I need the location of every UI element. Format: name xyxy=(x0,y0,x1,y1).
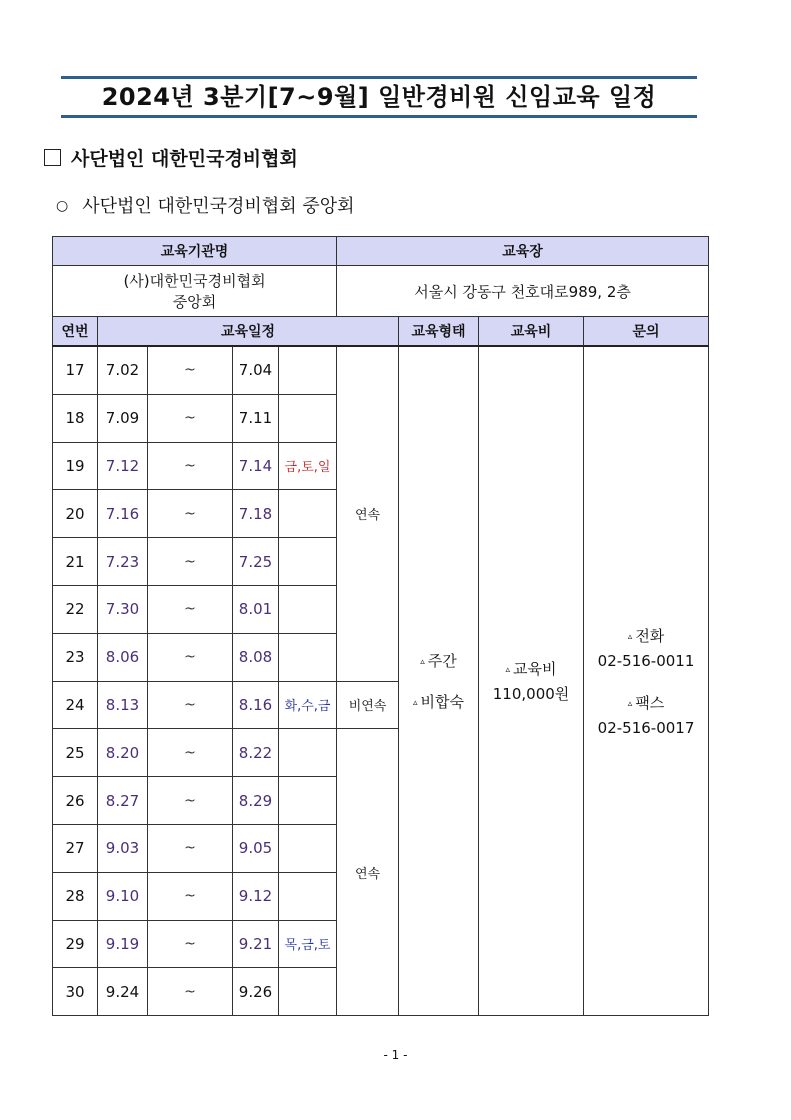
row-end-date: 7.11 xyxy=(233,394,279,442)
row-separator: ~ xyxy=(148,442,233,490)
triangle-bullet-icon: ▵ xyxy=(420,657,425,668)
circle-bullet-icon: ○ xyxy=(56,198,69,214)
training-type-daytime: 주간 xyxy=(427,652,457,671)
row-days: 화,수,금 xyxy=(279,681,337,729)
row-days xyxy=(279,968,337,1016)
contact-phone-label-line xyxy=(584,625,708,646)
row-days xyxy=(279,633,337,681)
row-no: 23 xyxy=(53,633,98,681)
training-fee-amount: 110,000원 xyxy=(492,685,570,704)
row-days xyxy=(279,490,337,538)
row-end-date: 8.29 xyxy=(233,777,279,825)
row-start-date: 8.13 xyxy=(98,681,148,729)
row-no: 26 xyxy=(53,777,98,825)
row-separator: ~ xyxy=(148,538,233,586)
row-start-date: 7.02 xyxy=(98,346,148,394)
contact-fax-label: 팩스 xyxy=(635,694,665,713)
row-end-date: 7.25 xyxy=(233,538,279,586)
row-no: 19 xyxy=(53,442,98,490)
row-end-date: 9.05 xyxy=(233,824,279,872)
training-type-line2 xyxy=(399,691,478,712)
row-no: 20 xyxy=(53,490,98,538)
row-end-date: 8.22 xyxy=(233,729,279,777)
row-end-date: 9.12 xyxy=(233,872,279,920)
row-no: 24 xyxy=(53,681,98,729)
row-separator: ~ xyxy=(148,968,233,1016)
row-no: 29 xyxy=(53,920,98,968)
mode-non-consecutive: 비연속 xyxy=(337,681,399,729)
row-start-date: 8.27 xyxy=(98,777,148,825)
triangle-bullet-icon: ▵ xyxy=(627,699,633,710)
title-block xyxy=(61,76,697,118)
row-separator: ~ xyxy=(148,729,233,777)
row-end-date: 9.26 xyxy=(233,968,279,1016)
row-days xyxy=(279,777,337,825)
row-days xyxy=(279,729,337,777)
institution-header: 교육기관명 xyxy=(53,237,337,266)
fee-header: 교육비 xyxy=(479,317,584,347)
row-days xyxy=(279,538,337,586)
schedule-header: 교육일정 xyxy=(98,317,399,347)
contact-fax: 02-516-0017 xyxy=(597,719,695,738)
row-end-date: 7.14 xyxy=(233,442,279,490)
row-start-date: 7.12 xyxy=(98,442,148,490)
contact-info xyxy=(584,346,709,1016)
row-end-date: 7.04 xyxy=(233,346,279,394)
row-start-date: 7.30 xyxy=(98,585,148,633)
row-end-date: 8.08 xyxy=(233,633,279,681)
row-separator: ~ xyxy=(148,394,233,442)
row-separator: ~ xyxy=(148,824,233,872)
type-header: 교육형태 xyxy=(399,317,479,347)
triangle-bullet-icon: ▵ xyxy=(413,698,418,709)
contact-fax-label-line xyxy=(584,692,708,713)
row-days xyxy=(279,824,337,872)
row-start-date: 7.09 xyxy=(98,394,148,442)
mode-consecutive-2: 연속 xyxy=(337,729,399,1016)
row-no: 25 xyxy=(53,729,98,777)
row-days xyxy=(279,585,337,633)
training-type xyxy=(399,346,479,1016)
row-days xyxy=(279,872,337,920)
row-days xyxy=(279,346,337,394)
row-start-date: 9.19 xyxy=(98,920,148,968)
row-no: 30 xyxy=(53,968,98,1016)
title-rule-bottom xyxy=(61,115,697,118)
row-start-date: 8.06 xyxy=(98,633,148,681)
row-separator: ~ xyxy=(148,920,233,968)
subsection-heading-text: 사단법인 대한민국경비협회 중앙회 xyxy=(82,196,355,217)
row-separator: ~ xyxy=(148,585,233,633)
row-no: 17 xyxy=(53,346,98,394)
row-end-date: 8.01 xyxy=(233,585,279,633)
row-no: 18 xyxy=(53,394,98,442)
page-number: - 1 - xyxy=(383,1048,408,1062)
triangle-bullet-icon: ▵ xyxy=(505,665,511,676)
subsection-heading xyxy=(56,192,354,218)
institution-name-line2: 중앙회 xyxy=(172,293,217,311)
row-separator: ~ xyxy=(148,681,233,729)
row-no: 21 xyxy=(53,538,98,586)
row-end-date: 7.18 xyxy=(233,490,279,538)
row-no: 28 xyxy=(53,872,98,920)
row-start-date: 9.24 xyxy=(98,968,148,1016)
row-end-date: 9.21 xyxy=(233,920,279,968)
venue-header: 교육장 xyxy=(337,237,709,266)
mode-consecutive-1: 연속 xyxy=(337,346,399,681)
row-start-date: 7.16 xyxy=(98,490,148,538)
institution-name xyxy=(53,266,337,317)
square-bullet-icon xyxy=(44,149,61,166)
row-days xyxy=(279,394,337,442)
section-heading xyxy=(44,144,298,171)
contact-header: 문의 xyxy=(584,317,709,347)
table-row xyxy=(53,346,709,394)
row-start-date: 9.10 xyxy=(98,872,148,920)
row-end-date: 8.16 xyxy=(233,681,279,729)
triangle-bullet-icon: ▵ xyxy=(627,632,633,643)
training-fee xyxy=(479,346,584,1016)
institution-name-line1: (사)대한민국경비협회 xyxy=(123,272,266,290)
training-fee-label-line xyxy=(479,658,583,679)
row-start-date: 7.23 xyxy=(98,538,148,586)
training-type-line1 xyxy=(399,650,478,671)
no-header: 연번 xyxy=(53,317,98,347)
section-heading-text: 사단법인 대한민국경비협회 xyxy=(71,148,298,170)
training-fee-label: 교육비 xyxy=(513,660,557,679)
row-days: 목,금,토 xyxy=(279,920,337,968)
row-separator: ~ xyxy=(148,633,233,681)
row-days: 금,토,일 xyxy=(279,442,337,490)
venue-address: 서울시 강동구 천호대로989, 2층 xyxy=(337,266,709,317)
row-start-date: 8.20 xyxy=(98,729,148,777)
page-title: 2024년 3분기[7~9월] 일반경비원 신임교육 일정 xyxy=(101,83,657,111)
schedule-table xyxy=(52,236,709,1016)
row-no: 27 xyxy=(53,824,98,872)
row-separator: ~ xyxy=(148,490,233,538)
row-start-date: 9.03 xyxy=(98,824,148,872)
contact-phone-label: 전화 xyxy=(635,627,665,646)
contact-phone: 02-516-0011 xyxy=(597,652,695,671)
row-separator: ~ xyxy=(148,777,233,825)
training-type-nonresidential: 비합숙 xyxy=(420,693,465,712)
row-separator: ~ xyxy=(148,872,233,920)
row-no: 22 xyxy=(53,585,98,633)
row-separator: ~ xyxy=(148,346,233,394)
